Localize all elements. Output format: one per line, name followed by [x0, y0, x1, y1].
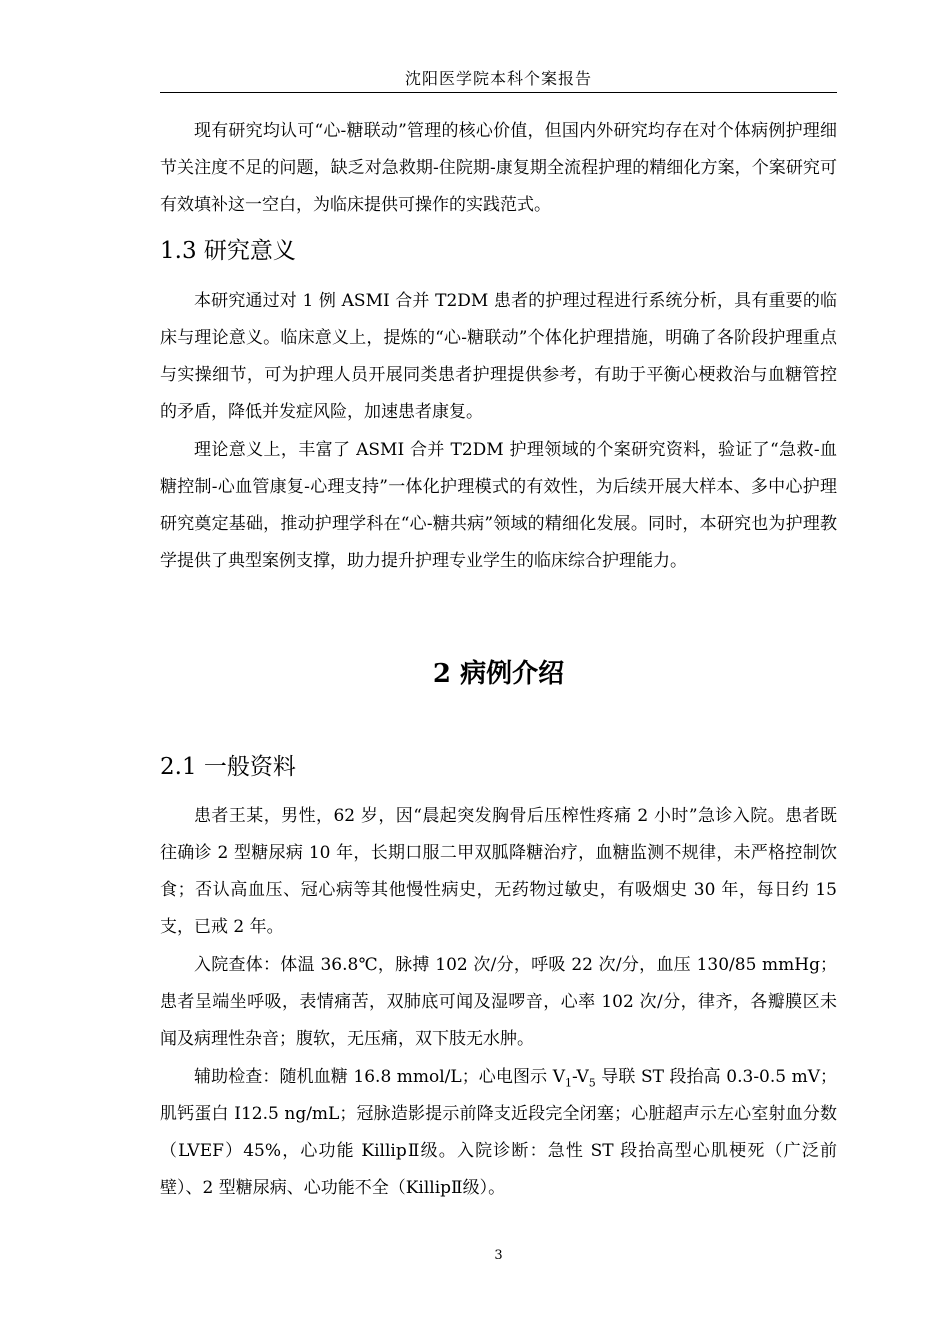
aux-exam-text-end: 导联 ST 段抬高 0.3-0.5 mV；肌钙蛋白 I12.5 ng/mL；冠脉造影提示前降支近段完全闭塞；心脏超声示左心室射血分数（LVEF）45%，心功能 KillipⅡ级。入院诊断：急性 ST 段抬高型心肌梗死（广泛前壁）、2 型糖尿病、心功能不全（KillipⅡ级）。 [160, 1067, 837, 1198]
chapter-heading-2: 2 病例介绍 [432, 659, 565, 689]
page-header-title: 沈阳医学院本科个案报告 [404, 69, 592, 88]
aux-exam-dash-v: -V [571, 1067, 589, 1087]
section-heading-1-3: 1.3 研究意义 [160, 238, 296, 264]
physical-exam-paragraph: 入院查体：体温 36.8℃，脉搏 102 次/分，呼吸 22 次/分，血压 130/85 mmHg；患者呈端坐呼吸，表情痛苦，双肺底可闻及湿啰音，心率 102 次/分，律齐，各瓣膜区未闻及病理性杂音；腹软，无压痛，双下肢无水肿。 [160, 955, 837, 1049]
auxiliary-exam-paragraph [160, 1059, 837, 1207]
intro-paragraph: 现有研究均认可“心-糖联动”管理的核心价值，但国内外研究均存在对个体病例护理细节关注度不足的问题，缺乏对急救期-住院期-康复期全流程护理的精细化方案，个案研究可有效填补这一空白，为临床提供可操作的实践范式。 [160, 121, 837, 215]
page-number: 3 [494, 1248, 503, 1263]
aux-exam-text-start: 辅助检查：随机血糖 16.8 mmol/L；心电图示 V [194, 1067, 565, 1087]
subscript-5: 5 [588, 1076, 596, 1090]
significance-paragraph-clinical: 本研究通过对 1 例 ASMI 合并 T2DM 患者的护理过程进行系统分析，具有重要的临床与理论意义。临床意义上，提炼的“心-糖联动”个体化护理措施，明确了各阶段护理重点与实操细节，可为护理人员开展同类患者护理提供参考，有助于平衡心梗救治与血糖管控的矛盾，降低并发症风险，加速患者康复。 [160, 291, 837, 422]
significance-paragraph-theoretical: 理论意义上，丰富了 ASMI 合并 T2DM 护理领域的个案研究资料，验证了“急救-血糖控制-心血管康复-心理支持”一体化护理模式的有效性，为后续开展大样本、多中心护理研究奠定基础，推动护理学科在“心-糖共病”领域的精细化发展。同时，本研究也为护理教学提供了典型案例支撑，助力提升护理专业学生的临床综合护理能力。 [160, 440, 837, 571]
case-history-paragraph: 患者王某，男性，62 岁，因“晨起突发胸骨后压榨性疼痛 2 小时”急诊入院。患者既往确诊 2 型糖尿病 10 年，长期口服二甲双胍降糖治疗，血糖监测不规律，未严格控制饮食；否认高血压、冠心病等其他慢性病史，无药物过敏史，有吸烟史 30 年，每日约 15 支，已戒 2 年。 [160, 806, 837, 937]
header-rule [160, 92, 837, 93]
section-heading-2-1: 2.1 一般资料 [160, 754, 296, 780]
subscript-1: 1 [564, 1076, 572, 1090]
